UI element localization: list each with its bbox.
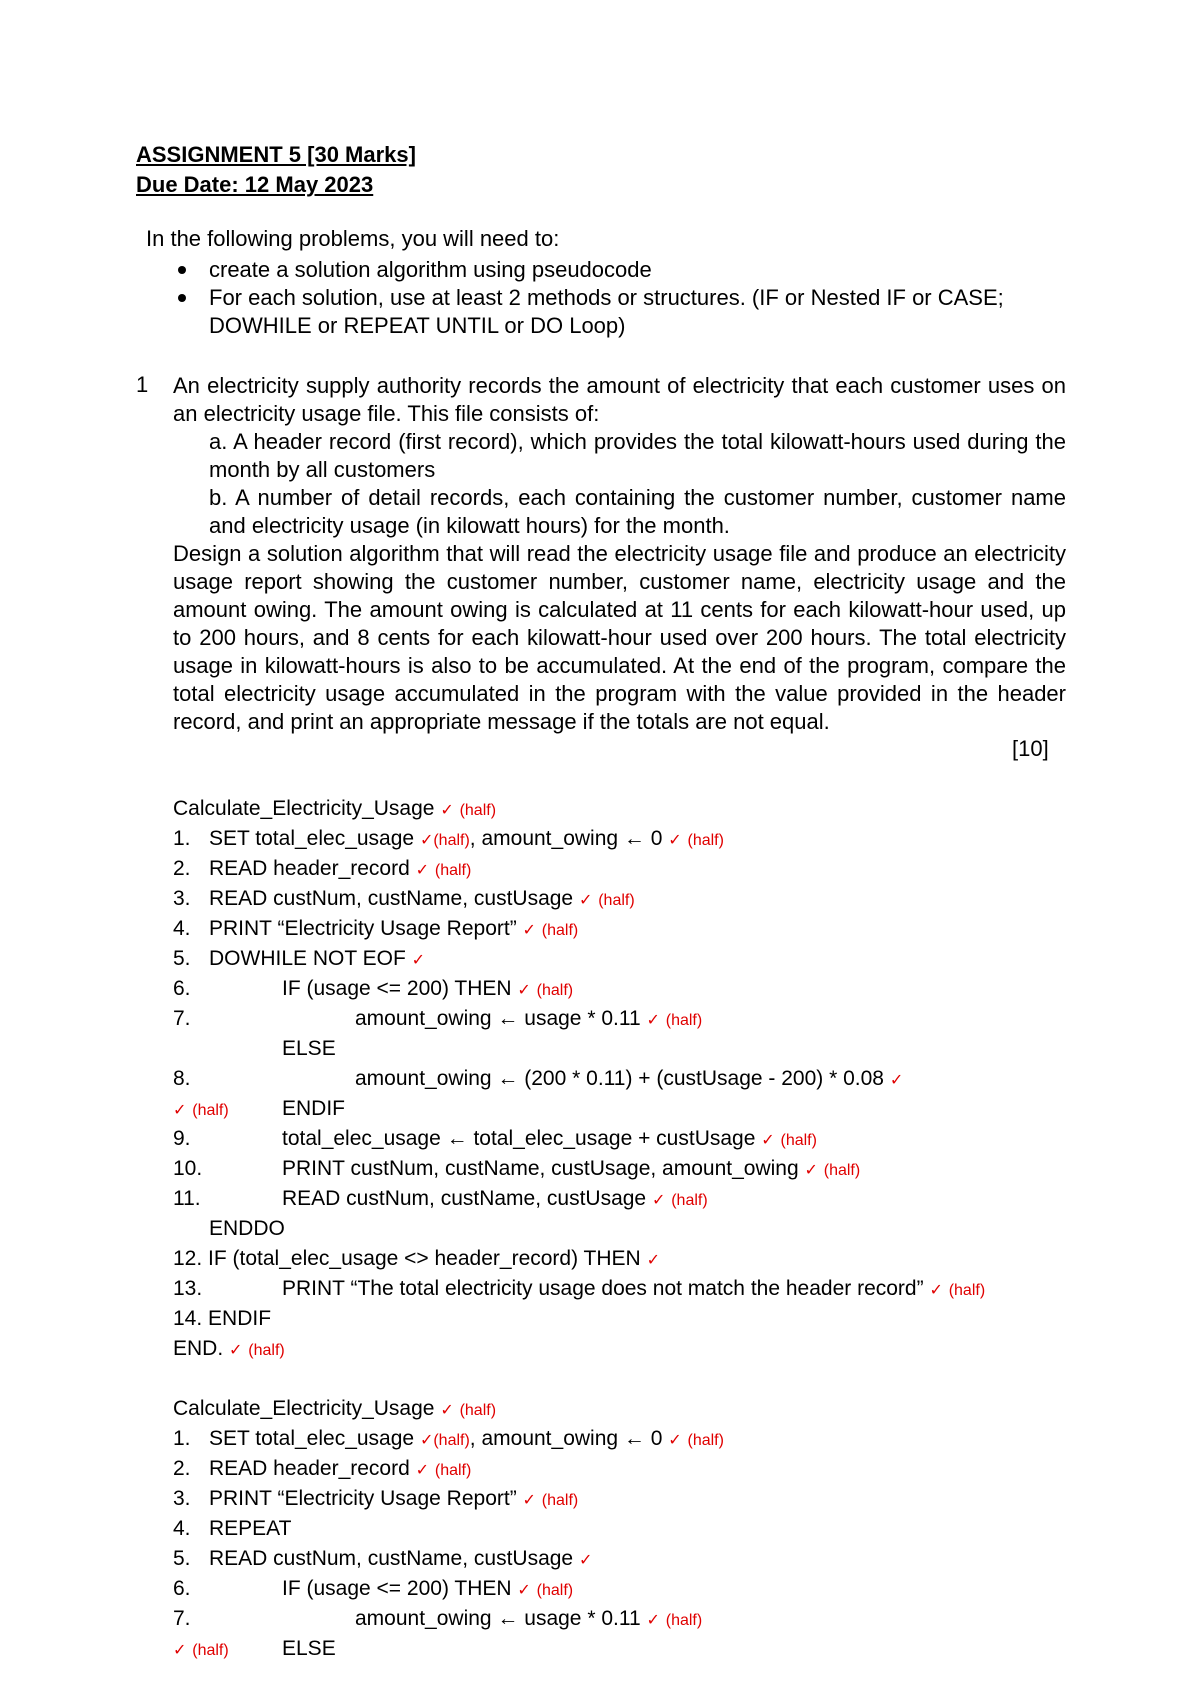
half-mark-note: (half) (192, 1102, 229, 1119)
code-endif: ENDIF (282, 1097, 345, 1120)
line-number: 6. (173, 1577, 191, 1600)
code-line-10 (282, 1157, 860, 1181)
code-line-7 (355, 1607, 702, 1631)
code-line-9 (282, 1127, 817, 1151)
half-mark-note: (half) (192, 1642, 229, 1659)
half-mark-note: (half) (665, 1612, 703, 1629)
half-mark-note: (half) (541, 922, 579, 939)
code-text: SET total_elec_usage (209, 827, 415, 850)
check-mark-icon: ✓ (804, 1160, 818, 1179)
check-mark-icon: ✓ (646, 1010, 660, 1029)
check-mark-icon: ✓ (419, 830, 434, 849)
list-item (176, 284, 1036, 340)
line-number: 11. (173, 1187, 201, 1210)
code-line-1 (209, 1427, 724, 1451)
code-line-7 (355, 1007, 702, 1031)
line-number: 4. (173, 1517, 191, 1540)
code-text: READ header_record (209, 857, 410, 880)
line-number: 5. (173, 947, 191, 970)
check-mark-icon: ✓ (889, 1070, 904, 1089)
code-text: READ header_record (209, 1457, 410, 1480)
check-mark-icon: ✓ (668, 1430, 682, 1449)
code-text: PRINT “The total electricity usage does not match the header record” (282, 1277, 924, 1300)
half-mark-note: (half) (948, 1282, 986, 1299)
line-number: 9. (173, 1127, 191, 1150)
code-text: amount_owing ← usage * 0.11 (355, 1607, 641, 1630)
half-mark-note: (half) (248, 1342, 285, 1359)
code-line-4 (209, 917, 578, 941)
code-text: , amount_owing ← 0 (469, 827, 663, 850)
check-mark-icon: ✓ (761, 1130, 775, 1149)
line-number: 1. (173, 827, 191, 850)
code-text: END. (173, 1337, 224, 1360)
check-mark-icon: ✓ (229, 1340, 243, 1359)
code-line-2 (209, 1457, 471, 1481)
code-text: PRINT “Electricity Usage Report” (209, 1487, 517, 1510)
intro-text: In the following problems, you will need to: (146, 226, 560, 251)
check-mark-icon: ✓ (440, 1400, 454, 1419)
half-mark-note: (half) (433, 1432, 470, 1449)
half-mark-note: (half) (665, 1012, 703, 1029)
code-text: READ custNum, custName, custUsage (209, 1547, 574, 1570)
code-text: IF (usage <= 200) THEN (282, 1577, 512, 1600)
line-number: 2. (173, 857, 191, 880)
code-line-11 (282, 1187, 708, 1211)
code-text: SET total_elec_usage (209, 1427, 415, 1450)
half-mark-note: (half) (687, 1432, 724, 1449)
check-mark-icon: ✓ (411, 950, 426, 969)
code-line-5 (209, 1547, 592, 1571)
code-text: PRINT custNum, custName, custUsage, amount_owing (282, 1157, 799, 1180)
code-line-8 (355, 1067, 903, 1091)
code-line-5 (209, 947, 425, 971)
code-text: READ custNum, custName, custUsage (282, 1187, 647, 1210)
solution2-title-line (173, 1397, 496, 1421)
solution1-title-line (173, 797, 496, 821)
line-number: 4. (173, 917, 191, 940)
algorithm-title: Calculate_Electricity_Usage (173, 797, 435, 820)
question-design-text: Design a solution algorithm that will read the electricity usage file and produce an electricity usage report showing the customer number, customer name, electricity usage and the amount owing. The amount owing is calculated at 11 cents for each kilowatt-hour used, up to 200 hours, and 8 cents for each kilowatt-hour used over 200 hours. The total electricity usage in kilowatt-hours is also to be accumulated. At the end of the program, compare the total electricity usage accumulated in the program with the value provided in the header record, and print an appropriate message if the totals are not equal. (173, 541, 1066, 734)
question-item-b: b. A number of detail records, each containing the customer number, customer name and electricity usage (in kilowatt hours) for the month. (209, 485, 1066, 538)
code-line-6 (282, 1577, 573, 1601)
mark-annotation (173, 1637, 229, 1661)
list-item-text: For each solution, use at least 2 methods or structures. (IF or Nested IF or CASE; DOWHILE or REPEAT UNTIL or DO Loop) (209, 285, 1004, 338)
code-text: READ custNum, custName, custUsage (209, 887, 574, 910)
half-mark-note: (half) (433, 832, 470, 849)
list-item-text: create a solution algorithm using pseudocode (209, 257, 652, 282)
question-intro: An electricity supply authority records the amount of electricity that each customer uses on an electricity usage file. This file consists of: (173, 373, 1066, 426)
mark-annotation (173, 1097, 229, 1121)
check-mark-icon: ✓ (929, 1280, 943, 1299)
check-mark-icon: ✓ (651, 1190, 666, 1209)
half-mark-note: (half) (671, 1192, 708, 1209)
assignment-title: ASSIGNMENT 5 [30 Marks] (136, 142, 416, 167)
code-end (173, 1337, 285, 1361)
check-mark-icon: ✓ (646, 1250, 660, 1269)
question-marks: [10] (1012, 736, 1049, 761)
check-mark-icon: ✓ (578, 890, 593, 909)
question-number: 1 (136, 372, 149, 397)
code-text: amount_owing ← (200 * 0.11) + (custUsage - 200) * 0.08 (355, 1067, 884, 1090)
line-number: 5. (173, 1547, 191, 1570)
code-else: ELSE (282, 1037, 336, 1060)
code-text: 12. IF (total_elec_usage <> header_record) THEN (173, 1247, 641, 1270)
half-mark-note: (half) (598, 892, 635, 909)
half-mark-note: (half) (780, 1132, 817, 1149)
due-date: Due Date: 12 May 2023 (136, 172, 374, 197)
bullet-icon (178, 266, 186, 274)
code-text: amount_owing ← usage * 0.11 (355, 1007, 641, 1030)
check-mark-icon: ✓ (173, 1100, 187, 1119)
code-line-13 (282, 1277, 985, 1301)
code-line-1 (209, 827, 724, 851)
code-text: IF (usage <= 200) THEN (282, 977, 512, 1000)
code-line-2 (209, 857, 471, 881)
half-mark-note: (half) (459, 802, 497, 819)
check-mark-icon: ✓ (646, 1610, 660, 1629)
check-mark-icon: ✓ (419, 1430, 434, 1449)
check-mark-icon: ✓ (522, 920, 536, 939)
half-mark-note: (half) (459, 1402, 497, 1419)
code-line-12 (173, 1247, 660, 1271)
line-number: 3. (173, 1487, 191, 1510)
bullet-icon (178, 294, 186, 302)
check-mark-icon: ✓ (578, 1550, 593, 1569)
check-mark-icon: ✓ (415, 860, 430, 879)
code-text: PRINT “Electricity Usage Report” (209, 917, 517, 940)
check-mark-icon: ✓ (440, 800, 454, 819)
half-mark-note: (half) (434, 862, 472, 879)
check-mark-icon: ✓ (668, 830, 682, 849)
list-item (176, 256, 1036, 284)
half-mark-note: (half) (434, 1462, 472, 1479)
code-enddo: ENDDO (209, 1217, 285, 1240)
line-number: 1. (173, 1427, 191, 1450)
check-mark-icon: ✓ (522, 1490, 536, 1509)
code-else: ELSE (282, 1637, 336, 1660)
algorithm-title: Calculate_Electricity_Usage (173, 1397, 435, 1420)
line-number: 3. (173, 887, 191, 910)
code-text: , amount_owing ← 0 (469, 1427, 663, 1450)
code-line-3 (209, 1487, 578, 1511)
line-number: 2. (173, 1457, 191, 1480)
half-mark-note: (half) (536, 982, 574, 999)
half-mark-note: (half) (823, 1162, 861, 1179)
line-number: 13. (173, 1277, 203, 1300)
code-line-3 (209, 887, 635, 911)
line-number: 7. (173, 1007, 191, 1030)
line-number: 10. (173, 1157, 203, 1180)
code-line-14: 14. ENDIF (173, 1307, 272, 1330)
code-line-4: REPEAT (209, 1517, 292, 1540)
code-line-6 (282, 977, 573, 1001)
line-number: 8. (173, 1067, 191, 1090)
code-text: DOWHILE NOT EOF (209, 947, 406, 970)
requirements-list (176, 256, 1036, 340)
line-number: 6. (173, 977, 191, 1000)
line-number: 7. (173, 1607, 191, 1630)
half-mark-note: (half) (536, 1582, 574, 1599)
check-mark-icon: ✓ (415, 1460, 430, 1479)
check-mark-icon: ✓ (517, 980, 531, 999)
question-item-a: a. A header record (first record), which provides the total kilowatt-hours used during the month by all customers (209, 429, 1066, 482)
code-text: total_elec_usage ← total_elec_usage + custUsage (282, 1127, 756, 1150)
check-mark-icon: ✓ (173, 1640, 187, 1659)
check-mark-icon: ✓ (517, 1580, 531, 1599)
half-mark-note: (half) (541, 1492, 579, 1509)
half-mark-note: (half) (687, 832, 724, 849)
